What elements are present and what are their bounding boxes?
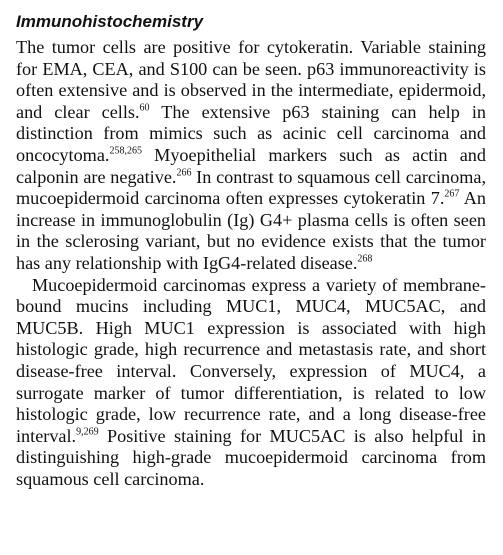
citation-superscript: 267	[444, 188, 460, 200]
paragraph-mucins	[16, 275, 486, 491]
citation-superscript: 258,265	[109, 145, 142, 157]
body-text: Positive staining for MUC5AC is also helpful in distinguishing high-grade mucoepidermoid carcinoma from squamous cell carcinoma.	[16, 425, 486, 489]
citation-superscript: 9,269	[76, 426, 99, 438]
citation-superscript: 60	[139, 102, 150, 114]
citation-superscript: 268	[357, 253, 373, 265]
body-text: An increase in immunoglobulin (Ig) G4+ plasma cells is often seen in the sclerosing variant, but no evidence exists that the tumor has any relationship with IgG4-related disease.	[16, 188, 486, 273]
body-text: In contrast to squamous cell carcinoma, mucoepidermoid carcinoma often expresses cytokeratin 7.	[16, 166, 486, 209]
body-text: Myoepithelial markers such as actin and calponin are negative.	[16, 144, 486, 187]
document-page	[16, 10, 486, 490]
section-heading: Immunohistochemistry	[16, 12, 204, 31]
paragraph-immunostaining	[16, 37, 486, 275]
body-text: The tumor cells are positive for cytokeratin. Variable staining for EMA, CEA, and S100 can be seen. p63 immunoreactivity is often extensive and is observed in the intermediate, epidermoid, and clear cells.	[16, 37, 486, 122]
citation-superscript: 266	[176, 167, 192, 179]
body-text: Mucoepidermoid carcinomas express a variety of membrane-bound mucins including MUC1, MUC4, MUC5AC, and MUC5B. High MUC1 expression is associated with high histologic grade, high recurrence and metastasis rate, and short disease-free interval. Conversely, expression of MUC4, a surrogate marker of tumor differentiation, is related to low histologic grade, low recurrence rate, and a long disease-free interval.	[16, 274, 486, 446]
body-text: The extensive p63 staining can help in distinction from mimics such as acinic cell carcinoma and oncocytoma.	[16, 101, 487, 165]
